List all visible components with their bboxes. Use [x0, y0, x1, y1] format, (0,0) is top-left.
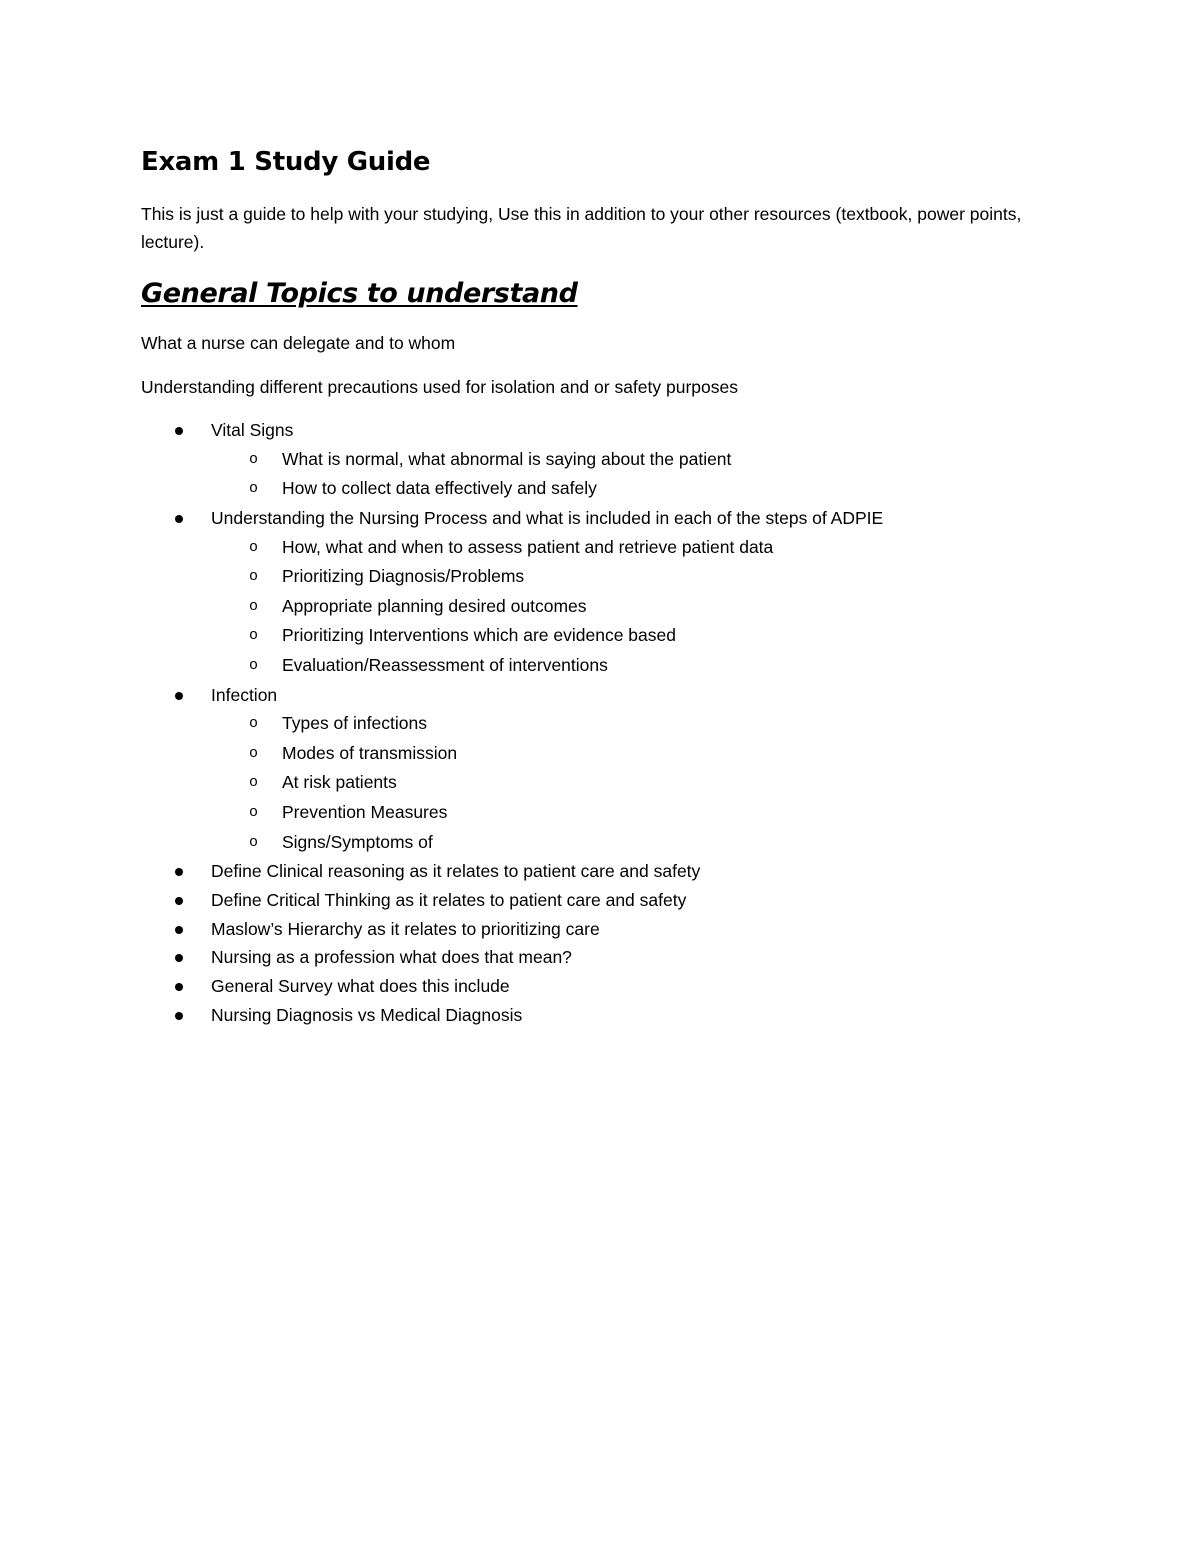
- bullet-text: Define Clinical reasoning as it relates to patient care and safety: [211, 861, 701, 882]
- sub-bullet-text: Evaluation/Reassessment of interventions: [282, 654, 608, 675]
- sub-bullet-marker-icon: o: [249, 744, 259, 762]
- sub-bullet-list: [211, 533, 1061, 681]
- document-title: Exam 1 Study Guide: [141, 147, 431, 177]
- sub-bullet-item: [211, 828, 1061, 858]
- bullet-dot-icon: [175, 427, 183, 435]
- sub-bullet-item: [211, 651, 1061, 681]
- bullet-text: Define Critical Thinking as it relates to patient care and safety: [211, 889, 687, 910]
- sub-bullet-text: Prevention Measures: [282, 802, 448, 823]
- sub-bullet-text: How to collect data effectively and safely: [282, 478, 597, 499]
- bullet-text: Maslow’s Hierarchy as it relates to prioritizing care: [211, 918, 600, 939]
- sub-bullet-text: Types of infections: [282, 713, 427, 734]
- bullet-item: [141, 943, 1061, 972]
- sub-bullet-item: [211, 739, 1061, 769]
- bullet-dot-icon: [175, 868, 183, 876]
- bullet-text: Nursing Diagnosis vs Medical Diagnosis: [211, 1004, 523, 1025]
- bullet-dot-icon: [175, 926, 183, 934]
- sub-bullet-item: [211, 533, 1061, 563]
- bullet-item: [141, 416, 1061, 504]
- document-body: [141, 141, 1061, 1029]
- sub-bullet-marker-icon: o: [249, 627, 259, 645]
- sub-bullet-marker-icon: o: [249, 597, 259, 615]
- sub-bullet-text: Appropriate planning desired outcomes: [282, 595, 587, 616]
- sub-bullet-marker-icon: o: [249, 804, 259, 822]
- sub-bullet-marker-icon: o: [249, 715, 259, 733]
- sub-bullet-text: Modes of transmission: [282, 742, 458, 763]
- sub-bullet-item: [211, 768, 1061, 798]
- bullet-dot-icon: [175, 983, 183, 991]
- bullet-text: Infection: [211, 684, 278, 705]
- bullet-item: [141, 504, 1061, 681]
- bullet-dot-icon: [175, 515, 183, 523]
- topic-bullet-list: [141, 416, 1061, 1029]
- sub-bullet-marker-icon: o: [249, 538, 259, 556]
- bullet-text: Vital Signs: [211, 420, 294, 440]
- bullet-item: [141, 681, 1061, 858]
- paragraph-delegation: What a nurse can delegate and to whom: [141, 333, 456, 353]
- sub-bullet-list: [211, 445, 1061, 504]
- sub-bullet-text: Prioritizing Interventions which are evidence based: [282, 625, 676, 646]
- sub-bullet-item: [211, 709, 1061, 739]
- sub-bullet-list: [211, 709, 1061, 857]
- sub-bullet-marker-icon: o: [249, 833, 259, 851]
- bullet-text: General Survey what does this include: [211, 976, 510, 997]
- sub-bullet-text: Prioritizing Diagnosis/Problems: [282, 566, 525, 587]
- sub-bullet-text: How, what and when to assess patient and retrieve patient data: [282, 536, 774, 557]
- paragraph-precautions: Understanding different precautions used for isolation and or safety purposes: [141, 377, 738, 397]
- sub-bullet-text: At risk patients: [282, 772, 397, 793]
- bullet-dot-icon: [175, 1012, 183, 1020]
- sub-bullet-item: [211, 798, 1061, 828]
- bullet-item: [141, 886, 1061, 915]
- sub-bullet-item: [211, 621, 1061, 651]
- sub-bullet-marker-icon: o: [249, 480, 259, 498]
- sub-bullet-marker-icon: o: [249, 656, 259, 674]
- sub-bullet-marker-icon: o: [249, 568, 259, 586]
- sub-bullet-item: [211, 445, 1061, 475]
- bullet-item: [141, 1001, 1061, 1030]
- bullet-dot-icon: [175, 954, 183, 962]
- bullet-item: [141, 972, 1061, 1001]
- bullet-item: [141, 915, 1061, 944]
- bullet-dot-icon: [175, 692, 183, 700]
- sub-bullet-item: [211, 562, 1061, 592]
- bullet-dot-icon: [175, 897, 183, 905]
- sub-bullet-marker-icon: o: [249, 450, 259, 468]
- bullet-item: [141, 857, 1061, 886]
- sub-bullet-text: Signs/Symptoms of: [282, 831, 433, 852]
- bullet-text: Understanding the Nursing Process and what is included in each of the steps of ADPIE: [211, 507, 884, 528]
- section-heading: General Topics to understand: [141, 278, 578, 309]
- sub-bullet-text: What is normal, what abnormal is saying about the patient: [282, 448, 732, 469]
- sub-bullet-item: [211, 592, 1061, 622]
- intro-paragraph: This is just a guide to help with your studying, Use this in addition to your other resources (textbook, power points, lecture).: [141, 204, 1022, 252]
- bullet-text: Nursing as a profession what does that mean?: [211, 947, 572, 968]
- sub-bullet-item: [211, 474, 1061, 504]
- sub-bullet-marker-icon: o: [249, 774, 259, 792]
